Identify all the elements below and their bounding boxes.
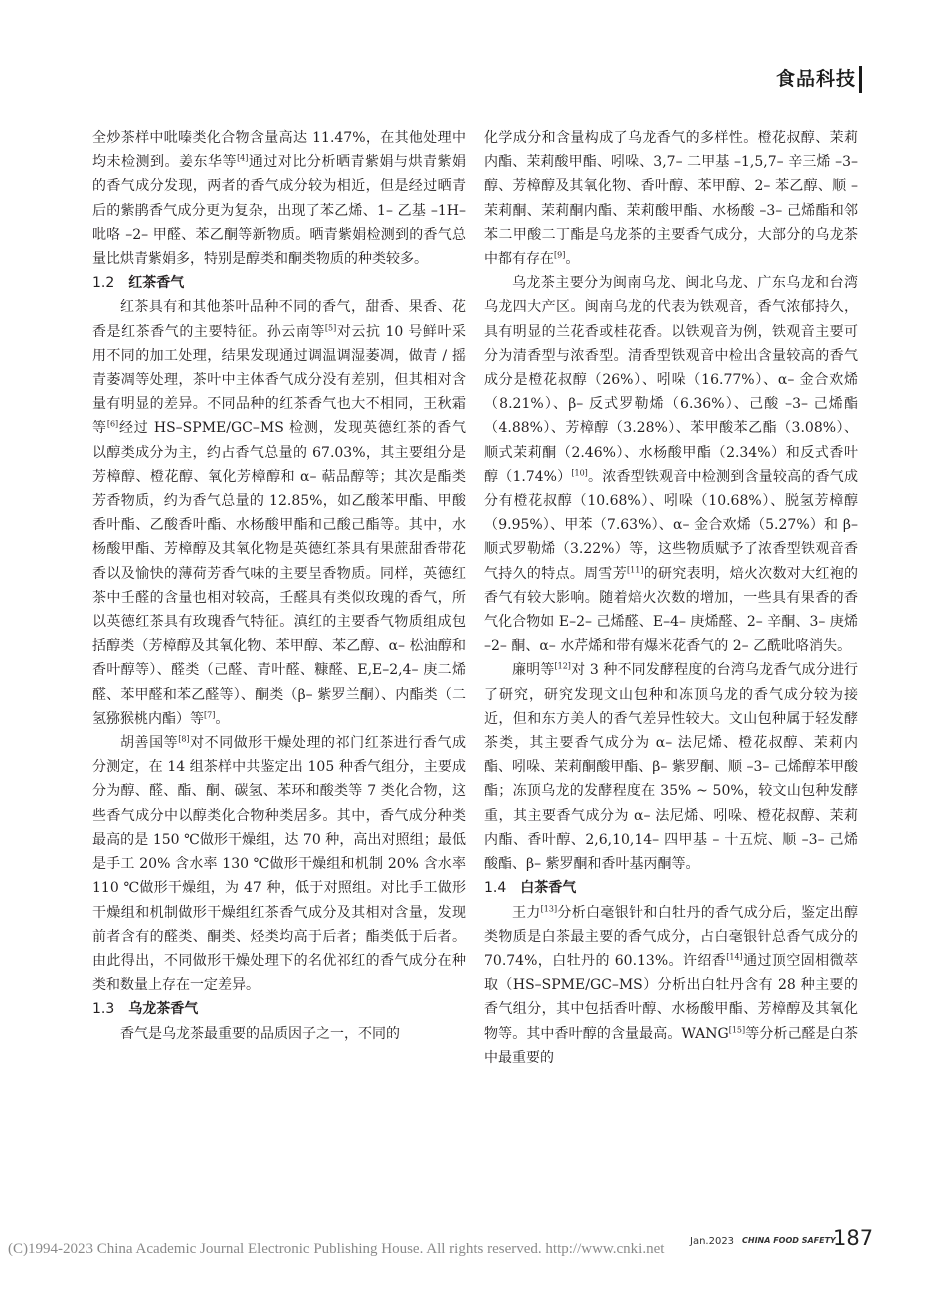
- journal-brand: 食品科技: [775, 68, 856, 90]
- paragraph-text: 乌龙茶主要分为闽南乌龙、闽北乌龙、广东乌龙和台湾乌龙四大产区。闽南乌龙的代表为铁观音，香气浓郁持久，具有明显的兰花香或桂花香。以铁观音为例，铁观音主要可分为清香型与浓香型。清香型铁观音中检出含量较高的香气成分是橙花叔醇（26%）、吲哚（16.77%）、α– 金合欢烯（8.21%）、β– 反式罗勒烯（6.36%）、己酸 –3– 己烯酯（4.88%）、芳樟醇（3.28%）、苯甲酸苯乙酯（3.08%）、顺式茉莉酮（2.46%）、水杨酸甲酯（2.34%）和反式香叶醇（1.74%）: [484, 275, 858, 485]
- section-title: 白茶香气: [520, 880, 577, 897]
- paragraph-text: 红茶具有和其他茶叶品种不同的香气，甜香、果香、花香是红茶香气的主要特征。孙云南等: [92, 299, 466, 340]
- paragraph-text: 对云抗 10 号鲜叶采用不同的加工处理，结果发现通过调温调湿萎凋，做青 / 摇青萎凋等处理，茶叶中主体香气成分没有差别，但其相对含量有明显的差异。不同品种的红茶香气也大不相同，王秋霜等: [92, 323, 466, 437]
- copyright-watermark: (C)1994-2023 China Academic Journal Electronic Publishing House. All rights reserved. http://www.cnki.net: [8, 1241, 665, 1257]
- paragraph-text: 廉明等: [512, 662, 555, 679]
- citation: [8]: [178, 734, 190, 744]
- paragraph-text: 全炒茶样中吡嗪类化合物含量高达 11.47%，在其他处理中均未检测到。姜东华等: [92, 130, 466, 171]
- citation: [14]: [726, 952, 743, 962]
- paragraph: [484, 271, 858, 658]
- paragraph-text: 。浓香型铁观音中检测到含量较高的香气成分有橙花叔醇（10.68%）、吲哚（10.68%）、脱氢芳樟醇（9.95%）、甲苯（7.63%）、α– 金合欢烯（5.27%）和 β– 顺式罗勒烯（3.22%）等，这些物质赋予了浓香型铁观音香气持久的特点。周雪芳: [484, 468, 859, 582]
- page-number: 187: [833, 1226, 874, 1250]
- issue-date: Jan.2023: [690, 1236, 735, 1247]
- section-title: 乌龙茶香气: [128, 1001, 199, 1018]
- paragraph-text: 王力: [512, 904, 541, 921]
- citation: [15]: [728, 1024, 746, 1034]
- paragraph-text: 。: [215, 710, 230, 727]
- paragraph-text: 等分析己醛是白茶中最重要的: [484, 1025, 858, 1066]
- paragraph-text: 经过 HS–SPME/GC–MS 检测，发现英德红茶的香气以醇类成分为主，约占香气总量的 67.03%，其主要组分是芳樟醇、橙花醇、氧化芳樟醇和 α– 萜品醇等；其次是酯类芳香物质，约为香气总量的 12.85%，如乙酸苯甲酯、甲酸香叶酯、乙酸香叶酯、水杨酸甲酯和己酸己酯等。其中，水杨酸甲酯、芳樟醇及其氧化物是英德红茶具有果蔗甜香带花香以及愉快的薄荷芳香气味的主要呈香物质。同样，英德红茶中壬醛的含量也相对较高，壬醛具有类似玫瑰的香气，所以英德红茶具有玫瑰香气特征。滇红的主要香气物质组成包括醇类（芳樟醇及其氧化物、苯甲醇、苯乙醇、α– 松油醇和香叶醇等）、醛类（己醛、青叶醛、糠醛、E,E–2,4– 庚二烯醛、苯甲醛和苯乙醛等）、酮类（β– 紫罗兰酮）、内酯类（二氢猕猴桃内酯）等: [92, 420, 467, 727]
- section-number: 1.2: [92, 275, 115, 292]
- left-column: [92, 126, 466, 1046]
- section-heading-1-3: [92, 997, 466, 1021]
- section-title: 红茶香气: [128, 275, 185, 292]
- citation: [4]: [237, 153, 249, 163]
- journal-name: CHINA FOOD SAFETY: [742, 1236, 836, 1245]
- paragraph-text: 。: [565, 251, 580, 268]
- paragraph: [484, 126, 858, 271]
- paragraph: [484, 901, 858, 1070]
- paragraph: [92, 126, 466, 271]
- paragraph-text: 胡善国等: [120, 735, 179, 752]
- paragraph-text: 香气是乌龙茶最重要的品质因子之一，不同的: [120, 1025, 400, 1042]
- citation: [11]: [627, 565, 644, 574]
- section-heading-1-4: [484, 876, 858, 900]
- section-number: 1.4: [484, 880, 507, 897]
- citation: [12]: [554, 661, 571, 671]
- citation: [13]: [540, 903, 558, 913]
- citation: [9]: [554, 250, 566, 260]
- citation: [5]: [324, 322, 337, 332]
- citation: [7]: [204, 710, 216, 720]
- paragraph: [92, 731, 466, 997]
- right-column: [484, 126, 858, 1070]
- paragraph: [484, 658, 858, 876]
- paragraph: [92, 1022, 466, 1046]
- section-number: 1.3: [92, 1001, 115, 1018]
- paragraph-text: 通过对比分析晒青紫娟与烘青紫娟的香气成分发现，两者的香气成分较为相近，但是经过晒青后的紫鹃香气成分更为复杂，出现了苯乙烯、1– 乙基 –1H– 吡咯 –2– 甲醛、苯乙酮等新物质。晒青紫娟检测到的香气总量比烘青紫娟多，特别是醇类和酮类物质的种类较多。: [92, 154, 466, 268]
- citation: [6]: [106, 419, 119, 429]
- citation: [10]: [571, 468, 588, 478]
- paragraph-text: 分析白毫银针和白牡丹的香气成分后，鉴定出醇类物质是白茶最主要的香气成分，占白毫银针总香气成分的 70.74%，白牡丹的 60.13%。许绍香: [484, 904, 859, 969]
- paragraph-text: 对不同做形干燥处理的祁门红茶进行香气成分测定，在 14 组茶样中共鉴定出 105 种香气组分，主要成分为醇、醛、酯、酮、碳氢、苯环和酸类等 7 类化合物，这些香气成分中以醇类化合物种类居多。其中，香气成分种类最高的是 150 ℃做形干燥组，达 70 种，高出对照组；最低是手工 20% 含水率 130 ℃做形干燥组和机制 20% 含水率 110 ℃做形干燥组，为 47 种，低于对照组。对比手工做形干燥组和机制做形干燥组红茶香气成分及其相对含量，发现前者含有的醛类、酮类、烃类均高于后者；酯类低于后者。由此得出，不同做形干燥处理下的名优祁红的香气成分在种类和数量上存在一定差异。: [92, 735, 467, 994]
- header-accent-bar: [859, 66, 862, 93]
- paragraph-text: 对 3 种不同发酵程度的台湾乌龙香气成分进行了研究，研究发现文山包种和冻顶乌龙的香气成分较为接近，但和东方美人的香气差异性较大。文山包种属于轻发酵茶类，其主要香气成分为 α– 法尼烯、橙花叔醇、茉莉内酯、吲哚、茉莉酮酸甲酯、β– 紫罗酮、顺 –3– 己烯醇苯甲酸酯；冻顶乌龙的发酵程度在 35% ~ 50%，较文山包种发酵重，其主要香气成分为 α– 法尼烯、吲哚、橙花叔醇、茉莉内酯、香叶醇、2,6,10,14– 四甲基 – 十五烷、顺 –3– 己烯酸酯、β– 紫罗酮和香叶基丙酮等。: [484, 662, 859, 873]
- section-heading-1-2: [92, 271, 466, 295]
- paragraph: [92, 295, 466, 731]
- paragraph-text: 的研究表明，焙火次数对大红袍的香气有较大影响。随着焙火次数的增加，一些具有果香的香气化合物如 E–2– 己烯醛、E–4– 庚烯醛、2– 辛酮、3– 庚烯 –2– 酮、α– 水芹烯和带有爆米花香气的 2– 乙酰吡咯消失。: [484, 565, 858, 655]
- paragraph-text: 化学成分和含量构成了乌龙香气的多样性。橙花叔醇、茉莉内酯、茉莉酸甲酯、吲哚、3,7– 二甲基 –1,5,7– 辛三烯 –3– 醇、芳樟醇及其氧化物、香叶醇、苯甲醇、2– 苯乙醇、顺 – 茉莉酮、茉莉酮内酯、茉莉酸甲酯、水杨酸 –3– 己烯酯和邻苯二甲酸二丁酯是乌龙茶的主要香气成分，大部分的乌龙茶中都有存在: [484, 130, 858, 268]
- paragraph-text: 通过顶空固相微萃取（HS–SPME/GC–MS）分析出白牡丹含有 28 种主要的香气组分，其中包括香叶醇、水杨酸甲酯、芳樟醇及其氧化物等。其中香叶醇的含量最高。WANG: [484, 952, 858, 1042]
